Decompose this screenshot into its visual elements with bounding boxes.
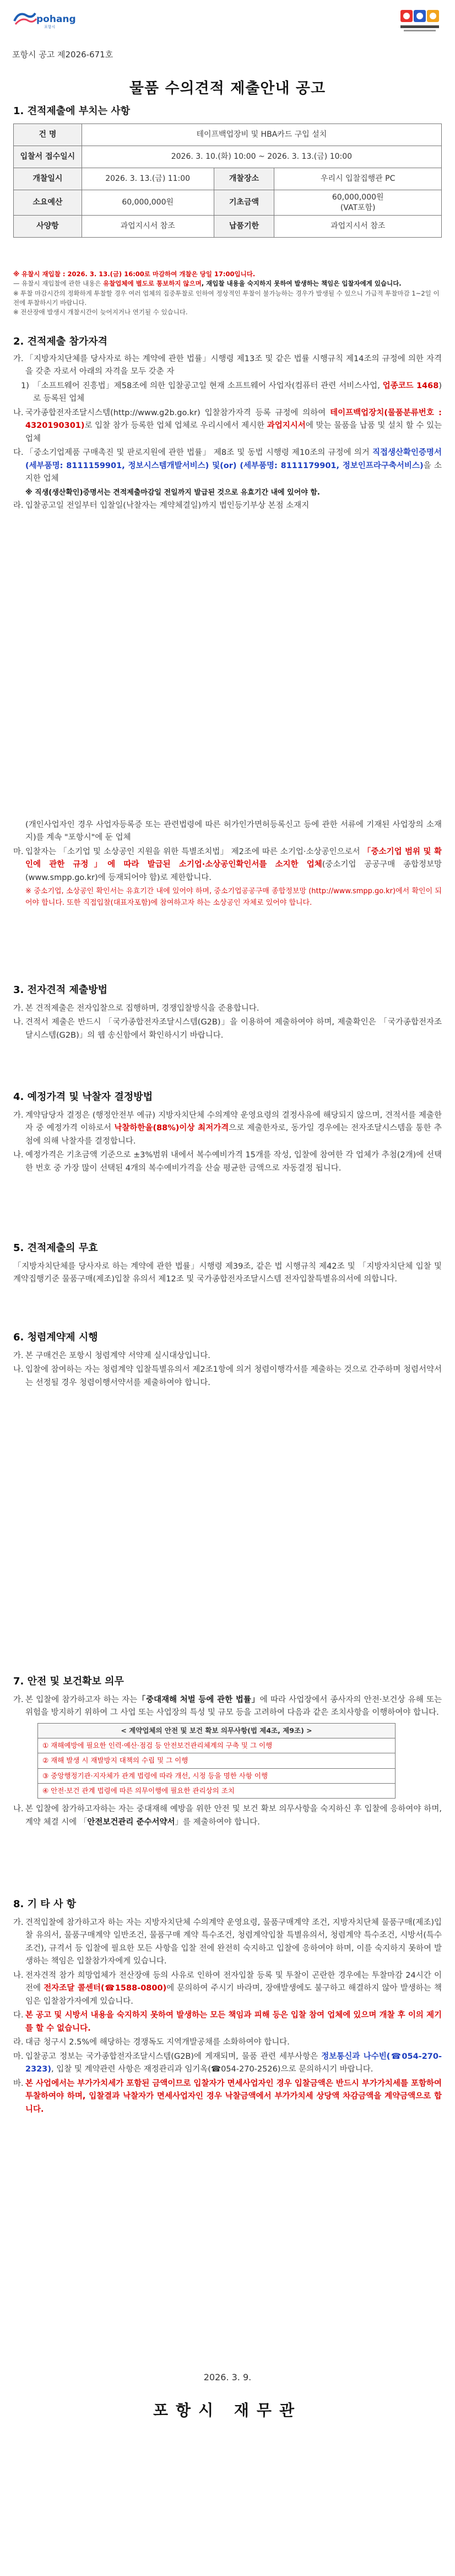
list-item: 가. 본 구매건은 포항시 청렴계약 서약제 실시대상입니다. (13, 1351, 210, 1360)
list-item: 나. 국가종합전자조달시스템(http://www.g2b.go.kr) 입찰참가자격 등록 규정에 의하여 테이프백업장치(물품분류번호 : 4320190301)로 입찰 참가 등록한 업체 업체로 우리시에서 제시한 과업지시서에 맞는 물품을 납품 및 설치 할 수 있는 업체 (13, 408, 442, 443)
table-row (14, 190, 442, 216)
list-item: 가. 본 견적제출은 전자입찰으로 집행하며, 경쟁입찰방식을 준용합니다. (13, 1004, 259, 1013)
list-item: 「지방자치단체를 당사자로 하는 계약에 관한 법률」시행령 제39조, 같은 법 시행규칙 제42조 및 「지방자치단체 입찰 및 계약집행기준 물품구매(제조)입찰 유의서 제12조 및 국가종합전자조달시스템 전자입찰특별유의서에 의합니다. (13, 1262, 442, 1284)
list-item: 1) 「소프트웨어 진흥법」제58조에 의한 입찰공고일 현재 소프트웨어 사업자(컴퓨터 관련 서비스사업, 업종코드 1468)로 등록된 업체 (21, 381, 442, 404)
bid-info-table (13, 124, 442, 238)
section-4-body (13, 1109, 442, 1176)
list-item: 다. 「중소기업제품 구매촉진 및 판로지원에 관한 법률」 제8조 및 동법 시행령 제10조의 규정에 의거 직접생산확인증명서(세부품명: 8111159901, 정보시스템개발서비스) 및(or) (세부품명: 8111179901, 정보인프라구축서비스)을 소지한 업체 (13, 448, 442, 484)
section-3-heading: 3. 전자견적 제출방법 (13, 984, 107, 996)
section-5-heading: 5. 견적제출의 무효 (13, 1242, 98, 1254)
spec-reference: 과업지시서 참조 (82, 216, 214, 238)
section-2-body (13, 353, 442, 513)
announcement-number: 포항시 공고 제2026-671호 (12, 50, 113, 60)
row-label: 개찰장소 (214, 168, 274, 190)
table-row (38, 1738, 396, 1753)
pohang-logo (12, 8, 89, 30)
section-2-heading: 2. 견적제출 참가자격 (13, 336, 107, 347)
section-5-body (13, 1260, 442, 1287)
list-item: ※ 직생(생산확인)증명서는 견적제출마감일 전일까지 발급된 것으로 유효기간 내에 있어야 함. (25, 488, 320, 497)
table-cell: ① 재해예방에 필요한 인력·예산·점검 등 안전보건관리체계의 구축 및 그 이행 (38, 1738, 396, 1753)
logo-wordmark: pohang (36, 14, 76, 25)
table-cell: ② 재해 발생 시 재발방지 대책의 수립 및 그 이행 (38, 1753, 396, 1768)
row-label: 개찰일시 (14, 168, 82, 190)
list-item: 라. 입찰공고일 전일부터 입찰일(낙찰자는 계약체결일)까지 법인등기부상 본점 소재지 (13, 501, 310, 510)
pohang-swirl-icon (12, 10, 37, 26)
opening-place: 우리시 입찰집행관 PC (274, 168, 442, 190)
table-row (14, 216, 442, 238)
table-header: < 계약업체의 안전 및 보건 확보 의무사항(법 제4조, 제9조) > (38, 1723, 396, 1738)
base-amount-value: 60,000,000원 (332, 193, 384, 202)
section-1-heading: 1. 견적제출에 부치는 사항 (13, 105, 131, 117)
table-row (14, 146, 442, 168)
base-amount-vat: (VAT포함) (340, 203, 376, 212)
row-label: 소요예산 (14, 190, 82, 216)
section-7-heading: 7. 안전 및 보건확보 의무 (13, 1676, 124, 1687)
rebid-note: ※ 유찰시 재입찰 : 2026. 3. 13.(금) 16:00로 마감하여 개찰은 당일 17:00입니다. (13, 270, 256, 278)
section-4-heading: 4. 예정가격 및 낙찰자 결정방법 (13, 1091, 153, 1103)
list-item: 나. 본 입찰에 참가하고자하는 자는 중대재해 예방을 위한 안전 및 보건 확보 의무사항을 숙지하신 후 입찰에 응하여야 하며, 계약 체결 시에 「안전보건관리 준수서약서」를 제출하여야 합니다. (13, 1805, 442, 1827)
table-row (38, 1783, 396, 1798)
list-item: 가. 계약담당자 결정은 (행정안전부 예규) 지방자치단체 수의계약 운영요령의 결정사유에 해당되지 않으며, 견적서를 제출한 자 중 예정가격 이하로서 낙찰하한율(88%)이상 최저가격으로 제출한자로, 동가일 경우에는 전자조달시스템을 통한 추첨에 의해 낙찰자를 결정합니다. (13, 1111, 442, 1146)
section-1-notes (13, 270, 442, 317)
table-row (38, 1723, 396, 1738)
project-name: 테이프백업장비 및 HBA카드 구입 설치 (82, 124, 441, 146)
table-cell: ④ 안전·보건 관계 법령에 따른 의무이행에 필요한 관리상의 조치 (38, 1783, 396, 1798)
list-item: 다. 본 공고 및 시방서 내용을 숙지하지 못하여 발생하는 모든 책임과 피해 등은 입찰 참여 업체에 있으며 개찰 후 이의 제기를 할 수 없습니다. (13, 2011, 442, 2033)
table-row (38, 1768, 396, 1783)
rebid-detail-note: — 유찰시 재입찰에 관한 내용은 유찰업체에 별도로 통보하지 않으며, 재입찰 내용을 숙지하지 못하여 발생하는 책임은 입찰자에게 있습니다. (13, 280, 402, 288)
list-item: ※ 중소기업, 소상공인 확인서는 유효기간 내에 있어야 하며, 중소기업공공구매 종합정보망 (http://www.smpp.go.kr)에서 확인이 되어야 합니다. 또한 직접입찰(대표자포함)에 참여하고자 하는 소상공인 자체로 있어야 합니다. (25, 887, 442, 908)
section-2-body-cont (13, 819, 442, 910)
list-item: 나. 입찰에 참여하는 자는 청렴계약 입찰특별유의서 제2조1항에 의거 청렴이행각서를 제출하는 것으로 간주하며 청렴서약서는 선정될 경우 청렴이행서약서를 제출하여야 합니다. (13, 1365, 442, 1387)
row-label: 기초금액 (214, 190, 274, 216)
logo-sub: 포항시 (44, 25, 56, 29)
list-item: 마. 입찰자는 「소기업 및 소상공인 지원을 위한 특별조치법」 제2조에 따른 소기업·소상공인으로서 「중소기업 범위 및 확인에 관한 규정」에 따라 발급된 소기업·소상공인확인서를 소지한 업체(중소기업 공공구매 종합정보망(www.smpp.go.kr)에 등재되어야 함)로 제한합니다. (13, 847, 442, 882)
list-item: 가. 본 입찰에 참가하고자 하는 자는「중대재해 처벌 등에 관한 법률」에 따라 사업장에서 종사자의 안전·보건상 유해 또는 위험을 방지하기 위하여 그 사업 또는 사업장의 특성 및 규모 등을 고려하여 다음과 같은 조치사항을 이행하여야 합니다. (13, 1695, 442, 1718)
outage-note: ※ 전산장애 발생시 개찰시간이 늦어지거나 연기될 수 있습니다. (13, 308, 188, 316)
header (0, 0, 455, 66)
list-item: 라. 대금 청구시 2.5%에 해당하는 경쟁독도 지역개발공채를 소화하여야 합니다. (13, 2038, 290, 2047)
table-row (38, 1753, 396, 1768)
list-item: 바. 본 사업에서는 부가가치세가 포함된 금액이므로 입찰자가 면세사업자인 경우 입찰금액은 반드시 부가가치세를 포함하여 투찰하여야 하며, 입찰결과 낙찰자가 면세사업자인 경우 낙찰금액에서 부가가치세 상당액 차감금액을 계약금액으로 합니다. (13, 2079, 442, 2114)
table-row (14, 124, 442, 146)
list-item: 나. 예정가격은 기초금액 기준으로 ±3%범위 내에서 복수예비가격 15개를 작성, 입찰에 참여한 각 업체가 추첨(2개)에 선택한 번호 중 가장 많이 선택된 4개의 복수예비가격을 산술 평균한 금액으로 자동결정 됩니다. (13, 1151, 442, 1173)
section-8-body (13, 1917, 442, 2117)
table-row (14, 168, 442, 190)
row-label: 건 명 (14, 124, 82, 146)
list-item: 나. 견적서 제출은 반드시 「국가종합전자조달시스템(G2B)」을 이용하여 제출하여야 하며, 제출확인은 「국가종합전자조달시스템(G2B)」의 웹 송신함에서 확인하시기 바랍니다. (13, 1018, 442, 1040)
integrity-emblem-icon (398, 8, 442, 33)
list-item: 가. 견적입찰에 참가하고자 하는 자는 지방자치단체 수의계약 운영요령, 물품구매계약 조건, 지방자치단체 물품구매(제조)입찰 유의서, 물품구매계약 일반조건, 물품구매 계약 특수조건, 청렴계약입찰 특별유의서, 청렴계약 특수조건, 시방서(특수조건), 규격서 등 입찰에 필요한 모든 사항을 입찰 전에 완전히 숙지하고 입찰에 응하여야 하며, 이를 숙지하지 못하여 발생하는 책임은 입찰참가자에게 있습니다. (13, 1918, 442, 1966)
issuer-signature: 포항시 재무관 (153, 2401, 302, 2419)
row-label: 입찰서 접수일시 (14, 146, 82, 168)
row-label: 사양항 (14, 216, 82, 238)
section-3-body (13, 1002, 442, 1043)
opening-datetime: 2026. 3. 13.(금) 11:00 (82, 168, 214, 190)
list-item: 가. 「지방자치단체를 당사자로 하는 계약에 관한 법률」시행령 제13조 및 같은 법률 시행규칙 제14조의 규정에 의한 자격을 갖춘 자로서 아래의 자격을 모두 갖춘 자 (13, 355, 442, 377)
section-8-heading: 8. 기 타 사 항 (13, 1898, 76, 1910)
safety-duty-table (37, 1723, 396, 1799)
delivery-deadline: 과업지시서 참조 (274, 216, 442, 238)
section-6-body (13, 1350, 442, 1391)
table-cell: ③ 중앙행정기관·지자체가 관계 법령에 따라 개선, 시정 등을 명한 사항 이행 (38, 1768, 396, 1783)
row-label: 납품기한 (214, 216, 274, 238)
budget-value: 60,000,000원 (82, 190, 214, 216)
announcement-date: 2026. 3. 9. (203, 2372, 252, 2382)
submission-period: 2026. 3. 10.(화) 10:00 ~ 2026. 3. 13.(금) 10:00 (82, 146, 441, 168)
base-amount (274, 190, 442, 216)
list-item: 마. 입찰공고 정보는 국가종합전자조달시스템(G2B)에 게재되며, 물품 관련 세부사항은 정보통신과 나수빈(☎054-270-2323), 입찰 및 계약관련 사항은 재정관리과 임기옥(☎054-270-2526)으로 문의하시기 바랍니다. (13, 2052, 442, 2074)
section-7-body (13, 1694, 442, 1830)
list-item: (개인사업자인 경우 사업자등록증 또는 관련법령에 따른 허가인가면허등록신고 등에 관한 서류에 기재된 사업장의 소재지)를 계속 "포항시"에 둔 업체 (25, 820, 442, 842)
deadline-note: ※ 투찰 마감시간의 정확하게 투찰할 경우 여러 업체의 집중투찰로 인하여 정상적인 투찰이 불가능하는 경우가 발생될 수 있으니 가급적 투찰마감 1~2일 이전에 투찰하시기 바랍니다. (13, 289, 440, 307)
section-6-heading: 6. 청렴계약제 시행 (13, 1332, 98, 1343)
page-title: 물품 수의견적 제출안내 공고 (129, 80, 326, 97)
list-item: 나. 전자견적 참가 희망업체가 전산장애 등의 사유로 인하여 전자입찰 등록 및 투찰이 곤란한 경우에는 투찰마감 24시간 이전에 전자조달 콜센터(☎1588-0800)에 문의하여 주시기 바라며, 장애발생에도 불구하고 해결하지 않아 발생하는 책임은 입찰참가자에게 있습니다. (13, 1971, 442, 2006)
